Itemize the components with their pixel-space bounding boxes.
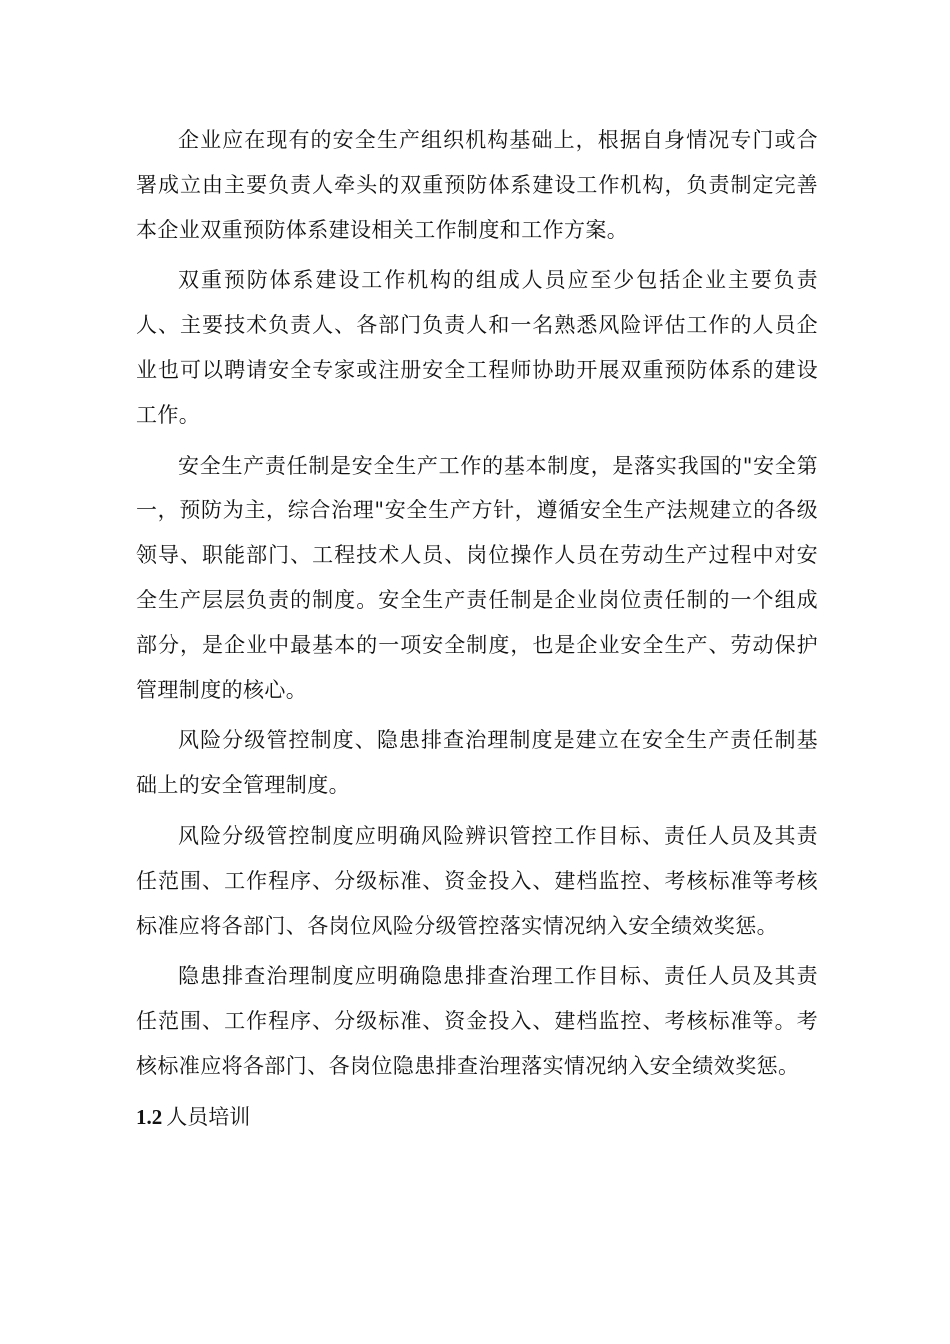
paragraph-4: 风险分级管控制度、隐患排查治理制度是建立在安全生产责任制基础上的安全管理制度。 xyxy=(136,728,818,798)
section-heading xyxy=(136,1095,818,1140)
paragraph-6: 隐患排查治理制度应明确隐患排查治理工作目标、责任人员及其责任范围、工作程序、分级标准、资金投入、建档监控、考核标准等。考核标准应将各部门、各岗位隐患排查治理落实情况纳入安全绩效奖惩。 xyxy=(136,964,818,1078)
paragraph-1: 企业应在现有的安全生产组织机构基础上，根据自身情况专门或合署成立由主要负责人牵头的双重预防体系建设工作机构，负责制定完善本企业双重预防体系建设相关工作制度和工作方案。 xyxy=(136,128,818,242)
section-title: 人员培训 xyxy=(166,1104,251,1129)
paragraph-2: 双重预防体系建设工作机构的组成人员应至少包括企业主要负责人、主要技术负责人、各部门负责人和一名熟悉风险评估工作的人员企业也可以聘请安全专家或注册安全工程师协助开展双重预防体系的建设工作。 xyxy=(136,268,818,427)
paragraph-5: 风险分级管控制度应明确风险辨识管控工作目标、责任人员及其责任范围、工作程序、分级标准、资金投入、建档监控、考核标准等考核标准应将各部门、各岗位风险分级管控落实情况纳入安全绩效奖惩。 xyxy=(136,823,818,938)
paragraph-3: 安全生产责任制是安全生产工作的基本制度，是落实我国的"安全第一，预防为主，综合治理"安全生产方针，遵循安全生产法规建立的各级领导、职能部门、工程技术人员、岗位操作人员在劳动生产过程中对安全生产层层负责的制度。安全生产责任制是企业岗位责任制的一个组成部分，是企业中最基本的一项安全制度，也是企业安全生产、劳动保护管理制度的核心。 xyxy=(136,453,818,702)
section-number: 1.2 xyxy=(136,1104,163,1129)
document-page xyxy=(136,118,818,1140)
